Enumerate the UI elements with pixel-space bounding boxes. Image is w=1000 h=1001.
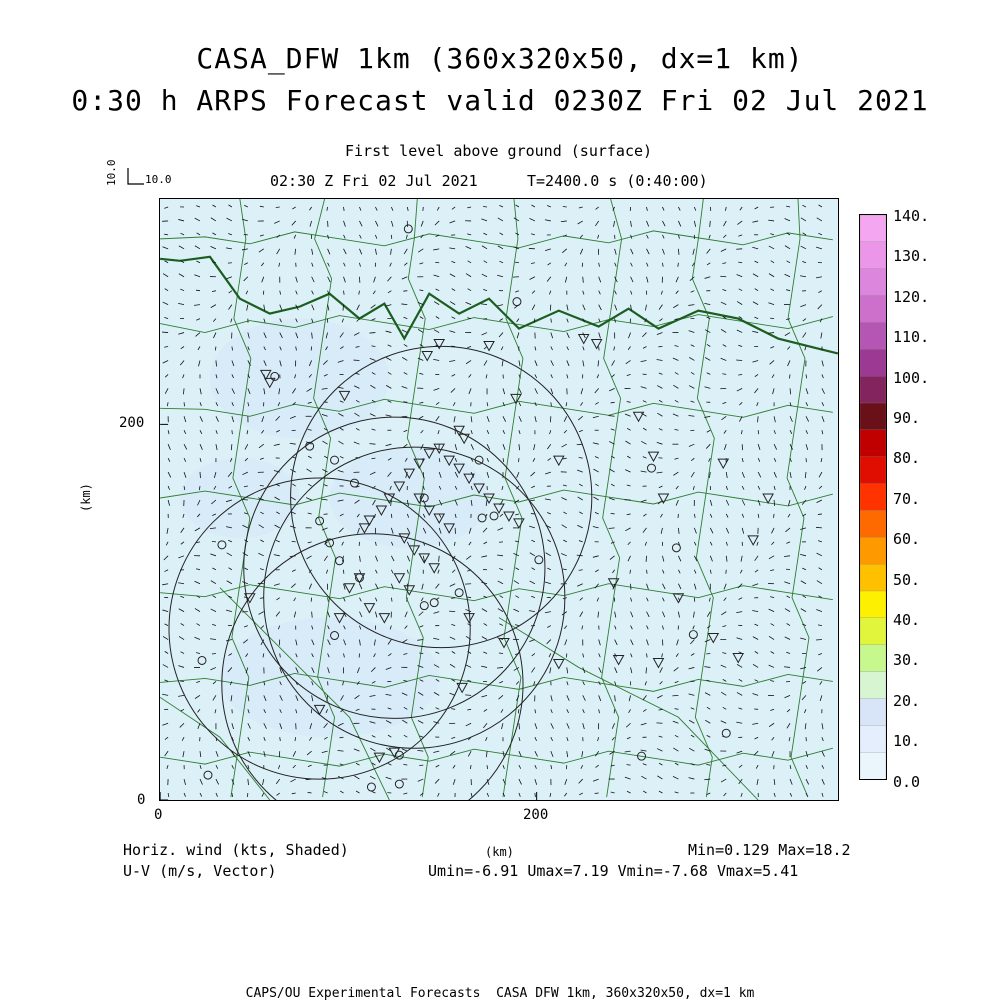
model-time-label: T=2400.0 s (0:40:00)	[527, 174, 708, 189]
colorbar-swatch	[860, 618, 886, 645]
colorbar-label: 70.	[893, 492, 920, 507]
colorbar-label: 120.	[893, 290, 929, 305]
wind-map	[159, 198, 839, 801]
shading-description: Horiz. wind (kts, Shaded)	[123, 843, 349, 858]
colorbar-swatch	[860, 484, 886, 511]
colorbar-swatch	[860, 296, 886, 323]
reference-vector-icon	[124, 166, 146, 188]
reference-vector-u-label: 10.0	[145, 174, 172, 185]
colorbar-swatch	[860, 564, 886, 591]
colorbar-swatch	[860, 403, 886, 430]
colorbar-label: 50.	[893, 573, 920, 588]
colorbar-swatch	[860, 752, 886, 779]
colorbar-label: 140.	[893, 209, 929, 224]
forecast-valid-title: 0:30 h ARPS Forecast valid 0230Z Fri 02 Jul 2021	[0, 87, 1000, 115]
colorbar-swatch	[860, 591, 886, 618]
colorbar-label: 90.	[893, 411, 920, 426]
colorbar-swatch	[860, 698, 886, 725]
reference-vector-v-label: 10.0	[106, 160, 117, 187]
valid-time-label: 02:30 Z Fri 02 Jul 2021	[270, 174, 478, 189]
colorbar-swatch	[860, 457, 886, 484]
colorbar-swatch	[860, 242, 886, 269]
uv-stats: Umin=-6.91 Umax=7.19 Vmin=-7.68 Vmax=5.41	[428, 864, 798, 879]
plot-title: CASA_DFW 1km (360x320x50, dx=1 km)	[0, 45, 1000, 73]
colorbar-label: 20.	[893, 694, 920, 709]
y-tick-0: 0	[137, 793, 145, 807]
wind-shade-patch	[220, 618, 439, 738]
colorbar-label: 130.	[893, 249, 929, 264]
colorbar-swatch	[860, 376, 886, 403]
y-tick-200: 200	[119, 416, 144, 430]
min-max-stats: Min=0.129 Max=18.2	[688, 843, 851, 858]
x-tick-0: 0	[154, 808, 162, 822]
colorbar-label: 30.	[893, 653, 920, 668]
colorbar-swatch	[860, 672, 886, 699]
colorbar-label: 80.	[893, 451, 920, 466]
y-axis-label: (km)	[80, 483, 92, 512]
colorbar-label: 110.	[893, 330, 929, 345]
credit-line: CAPS/OU Experimental Forecasts CASA DFW 1km, 360x320x50, dx=1 km	[0, 987, 1000, 1000]
colorbar-swatch	[860, 725, 886, 752]
colorbar-swatch	[860, 215, 886, 242]
colorbar	[859, 214, 887, 780]
x-tick-200: 200	[523, 808, 548, 822]
colorbar-label: 100.	[893, 371, 929, 386]
colorbar-label: 60.	[893, 532, 920, 547]
x-axis-label: (km)	[485, 846, 514, 858]
colorbar-swatch	[860, 645, 886, 672]
colorbar-label: 40.	[893, 613, 920, 628]
colorbar-swatch	[860, 430, 886, 457]
colorbar-swatch	[860, 510, 886, 537]
colorbar-label: 10.	[893, 734, 920, 749]
colorbar-swatch	[860, 537, 886, 564]
colorbar-swatch	[860, 269, 886, 296]
colorbar-label: 0.0	[893, 775, 920, 790]
level-label: First level above ground (surface)	[345, 144, 652, 159]
colorbar-swatch	[860, 322, 886, 349]
vector-description: U-V (m/s, Vector)	[123, 864, 277, 879]
colorbar-swatch	[860, 349, 886, 376]
